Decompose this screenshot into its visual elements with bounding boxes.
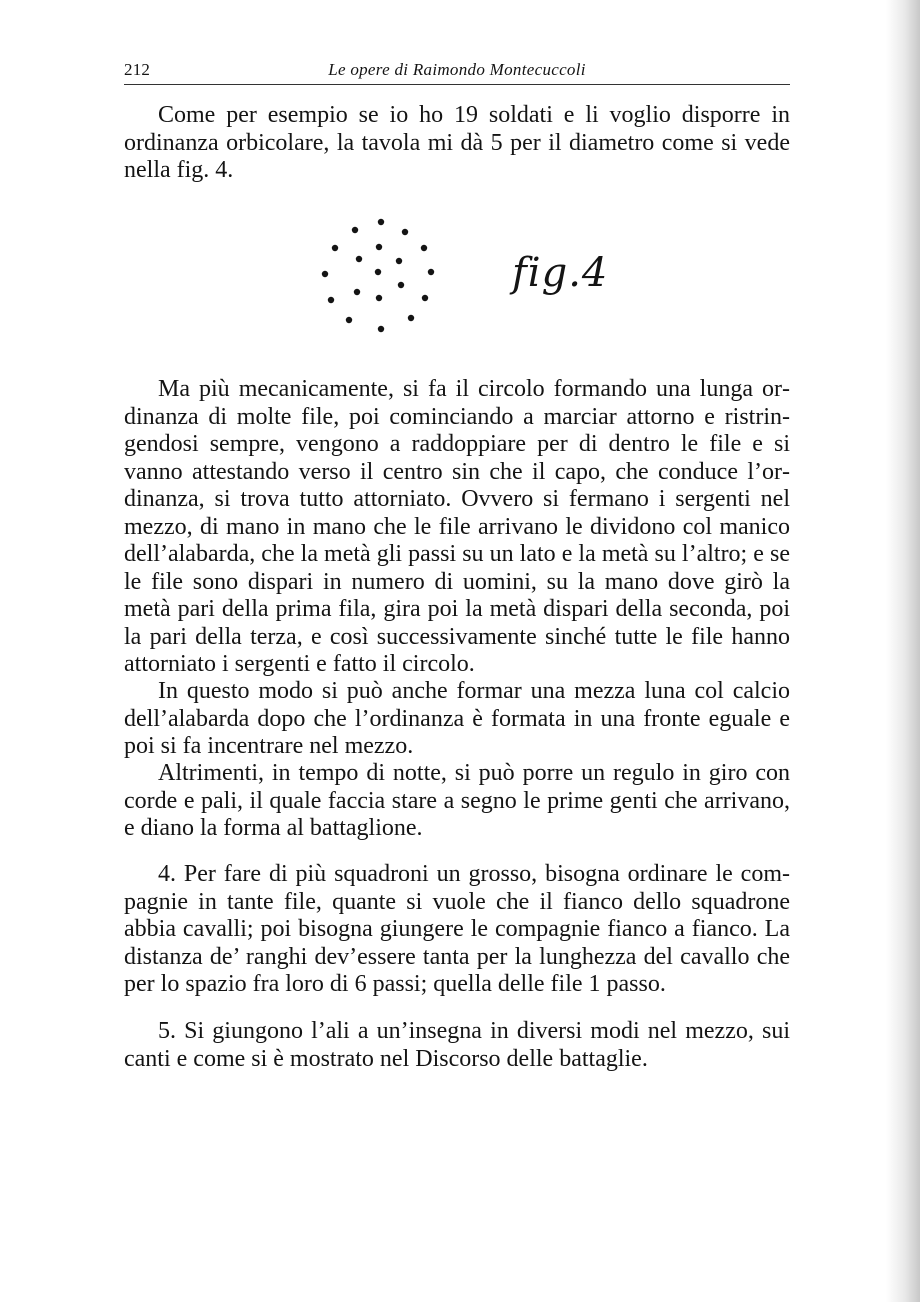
soldier-dot — [352, 227, 358, 233]
soldier-dot — [422, 295, 428, 301]
running-title: Le opere di Raimondo Montecuccoli — [328, 60, 586, 79]
soldier-dot — [376, 295, 382, 301]
paragraph-2: Ma più mecanicamente, si fa il circolo formando una lunga ordinanza di molte file, poi cominciando a marciar attorno e ristringendosi sempre, vengono a raddoppiare per di dentro le file e si vanno attestando verso il centro sin che il capo, che conduce l’ordinanza, si trova tutto attorniato. Ovvero si fermano i sergenti nel mezzo, di mano in mano che le file arrivano le dividono col manico dell’alabarda, che la metà gli passi su un lato e la metà su l’altro; e se le file sono dispari in numero di uomini, su la mano dove girò la metà pari della prima fila, gira poi la metà dispari della seconda, poi la pari della terza, e così successivamente sinché tutte le file hanno attorniato i sergenti e fatto il circolo. — [124, 376, 790, 677]
soldier-dot — [378, 326, 384, 332]
soldier-dot — [376, 244, 382, 250]
soldier-dot — [356, 256, 362, 262]
soldier-dot — [428, 269, 434, 275]
paragraph-5: 4. Per fare di più squadroni un grosso, bisogna ordinare le compagnie in tante file, quante si vuole che il fianco dello squadrone abbia cavalli; poi bisogna giungere le compagnie fianco a fianco. La distanza de’ ranghi dev’essere tanta per la lunghezza del cavallo che per lo spazio fra loro di 6 passi; quella delle file 1 passo. — [124, 861, 790, 997]
soldier-dot — [408, 315, 414, 321]
soldier-dot — [421, 245, 427, 251]
soldier-dot — [396, 258, 402, 264]
soldier-dot — [346, 317, 352, 323]
paragraph-1: Come per esempio se io ho 19 soldati e li voglio disporre in ordinanza orbicolare, la tavola mi dà 5 per il diametro come si vede nella fig. 4. — [124, 102, 790, 183]
soldier-dot — [322, 271, 328, 277]
running-head — [124, 56, 790, 85]
soldier-dot — [354, 289, 360, 295]
soldier-dot — [328, 297, 334, 303]
paragraph-3: In questo modo si può anche formar una mezza luna col calcio dell’alabarda dopo che l’ordinanza è formata in una fronte eguale e poi si fa incentrare nel mezzo. — [124, 678, 790, 759]
paragraph-4: Altrimenti, in tempo di notte, si può porre un regulo in giro con corde e pali, il quale faccia stare a segno le prime genti che arrivano, e diano la forma al battaglione. — [124, 760, 790, 841]
circular-formation-figure — [312, 212, 444, 344]
soldier-dot — [398, 282, 404, 288]
figure-dots-group — [322, 219, 434, 332]
page-number: 212 — [124, 60, 151, 79]
soldier-dot — [402, 229, 408, 235]
paragraph-6: 5. Si giungono l’ali a un’insegna in diversi modi nel mezzo, sui canti e come si è mostrato nel Discorso delle battaglie. — [124, 1018, 790, 1072]
soldier-dot — [378, 219, 384, 225]
page-edge-shadow — [886, 0, 920, 1302]
soldier-dot — [375, 269, 381, 275]
figure-label: fig.4 — [512, 250, 609, 296]
soldier-dot — [332, 245, 338, 251]
